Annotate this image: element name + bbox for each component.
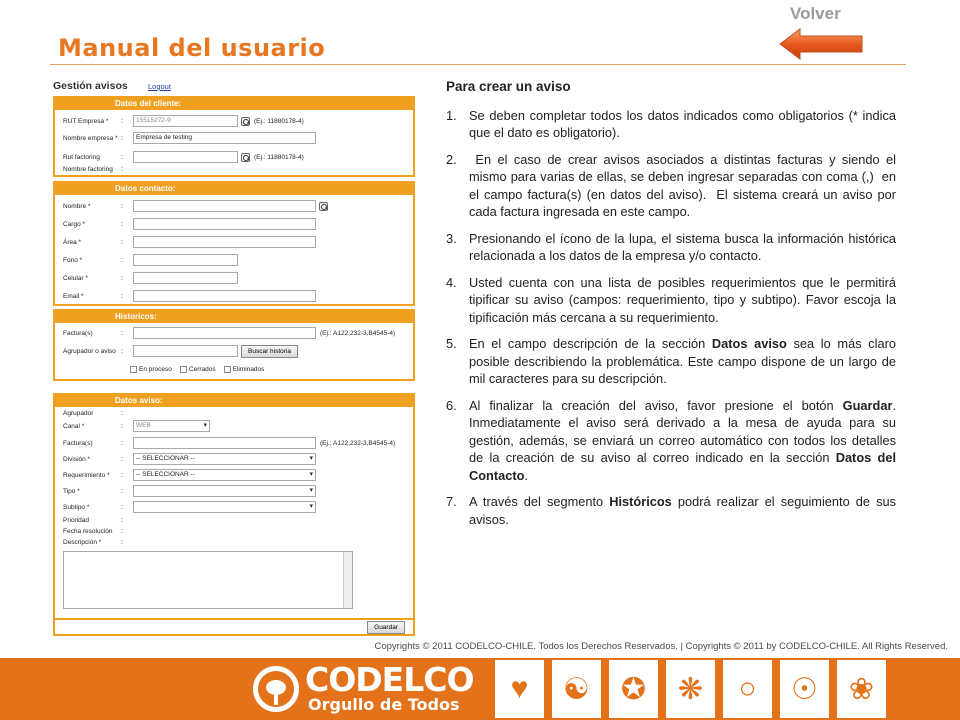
list-item <box>446 397 896 485</box>
section-cliente-header: Datos del cliente: <box>55 98 413 110</box>
section-aviso-header: Datos aviso: <box>55 395 413 407</box>
item-number: 3. <box>446 230 457 246</box>
item-text: Usted cuenta con una lista de posibles requerimientos que le permitirá tipificar su aviso (campos: requerimiento, tipo y subtipo). Favor escoja la tipificación más cercana a su requerimiento. <box>469 274 896 325</box>
agrupador-label: Agrupador o aviso <box>63 347 116 355</box>
subtipo-label: Subtipo * <box>63 503 90 511</box>
colon: : <box>121 503 123 511</box>
section-cliente <box>53 96 415 177</box>
fono-label: Fono * <box>63 256 83 264</box>
celular-input[interactable] <box>133 272 238 284</box>
section-aviso <box>53 393 415 636</box>
item-number: 2. <box>446 151 457 167</box>
section-historicos-header: Historicos: <box>55 311 413 323</box>
logout-link[interactable]: Logout <box>148 82 171 91</box>
lightbulb-hand-icon: ☉ <box>780 660 829 718</box>
agrupador-aviso-label: Agrupador <box>63 409 94 417</box>
list-item <box>446 335 896 388</box>
rut-input[interactable]: 15515272-9 <box>133 115 238 127</box>
header-divider <box>50 64 906 65</box>
form-title: Gestión avisos <box>53 80 128 92</box>
section-contacto-header: Datos contacto: <box>55 183 413 195</box>
search-icon[interactable] <box>241 153 250 162</box>
item-number: 7. <box>446 494 457 509</box>
colon: : <box>121 220 123 228</box>
tipo-select[interactable] <box>133 485 316 497</box>
checkbox-box[interactable] <box>224 366 231 373</box>
guardar-bar <box>53 618 415 636</box>
nombre-empresa-label: Nombre empresa * <box>63 134 118 142</box>
teamwork-hands-icon: ❋ <box>666 660 715 718</box>
colon: : <box>121 329 123 337</box>
text-run: A través del segmento <box>469 494 610 509</box>
colon: : <box>121 347 123 355</box>
fono-input[interactable] <box>133 254 238 266</box>
heart-hand-icon: ♥ <box>495 660 544 718</box>
text-run: . <box>524 467 529 483</box>
text-run: . Inmediatamente el aviso será derivado a la mesa de ayuda para su gestión, además, se enviará un correo automático con todos los detalles de la creación de su aviso al correo indicado en la sección <box>469 397 896 465</box>
checkbox-box[interactable] <box>130 366 137 373</box>
facturas-aviso-label: Factura(s) <box>63 439 93 447</box>
rut-factoring-hint: (Ej.: 11880178-4) <box>254 153 304 161</box>
eliminados-label: Eliminados <box>232 365 265 373</box>
prioridad-label: Prioridad <box>63 516 90 524</box>
facturas-aviso-input[interactable] <box>133 437 316 449</box>
search-icon[interactable] <box>319 202 328 211</box>
bold-term: Datos del Contacto <box>469 450 896 483</box>
medal-hand-icon: ✪ <box>609 660 658 718</box>
form-screenshot <box>53 73 417 636</box>
en-proceso-checkbox[interactable] <box>130 366 172 373</box>
facturas-hint: (Ej.: A122,232-3,B4545-4) <box>320 329 396 337</box>
colon: : <box>121 471 123 479</box>
item-text: Presionando el ícono de la lupa, el sistema busca la información histórica relacionada a los datos de la empresa y/o contacto. <box>469 230 896 263</box>
footer-icon-strip <box>495 660 886 718</box>
section-contacto <box>53 181 415 306</box>
subtipo-select[interactable] <box>133 501 316 513</box>
logo-slogan: Orgullo de Todos <box>308 695 460 714</box>
text-run: Al finalizar la creación del aviso, favor presione el botón <box>469 397 843 413</box>
colon: : <box>121 516 123 524</box>
area-input[interactable] <box>133 236 316 248</box>
facturas-aviso-hint: (Ej.: A122,232-3,B4545-4) <box>320 439 396 447</box>
colon: : <box>121 238 123 246</box>
descripcion-label: Descripción * <box>63 538 102 546</box>
division-label: División * <box>63 455 91 463</box>
item-number: 4. <box>446 274 457 290</box>
colon: : <box>121 134 123 142</box>
item-text <box>469 493 896 528</box>
instructions-heading: Para crear un aviso <box>446 79 571 94</box>
item-text: Se deben completar todos los datos indicados como obligatorios (* indica que el dato es obligatorio). <box>469 107 896 140</box>
tipo-label: Tipo * <box>63 487 80 495</box>
colon: : <box>121 422 123 430</box>
colon: : <box>121 538 123 546</box>
nombre-label: Nombre * <box>63 202 91 210</box>
item-text: En el caso de crear avisos asociados a distintas facturas y siendo el mismo para varias de ellas, se deben ingresar separadas con coma (,) en el campo factura(s) (en datos del aviso). El sistema creará un aviso por cada factura ingresada en este campo. <box>469 151 900 219</box>
nombre-empresa-input[interactable]: Empresa de testing <box>133 132 316 144</box>
ok-hand-icon: ○ <box>723 660 772 718</box>
instructions <box>446 78 900 537</box>
requerimiento-label: Requerimiento * <box>63 471 110 479</box>
item-text <box>469 335 896 388</box>
area-label: Área * <box>63 238 82 246</box>
colon: : <box>121 165 123 173</box>
item-text <box>469 397 896 485</box>
colon: : <box>121 439 123 447</box>
item-number: 6. <box>446 397 457 413</box>
facturas-input[interactable] <box>133 327 316 339</box>
canal-label: Canal * <box>63 422 85 430</box>
facturas-label: Factura(s) <box>63 329 93 337</box>
text-run: sea lo más claro posible describiendo la problemática. Este campo dispone de un largo de mil caracteres para su descripción. <box>469 336 896 386</box>
handshake-icon: ☯ <box>552 660 601 718</box>
colon: : <box>121 292 123 300</box>
list-item <box>446 274 896 327</box>
page-title: Manual del usuario <box>58 34 326 62</box>
requerimiento-select[interactable]: -- SELECCIONAR -- ▾ <box>133 469 316 481</box>
fecha-resolucion-label: Fecha resolución <box>63 527 113 535</box>
colon: : <box>121 487 123 495</box>
list-item <box>446 107 896 142</box>
text-run: podrá realizar el seguimiento de sus avisos. <box>469 494 896 527</box>
colon: : <box>121 409 123 417</box>
colon: : <box>121 274 123 282</box>
bold-term: Guardar <box>842 397 893 413</box>
rut-factoring-label: Rut factoring <box>63 153 100 161</box>
guardar-button[interactable]: Guardar <box>367 621 405 634</box>
en-proceso-label: En proceso <box>139 365 172 373</box>
logo-name: CODELCO <box>305 660 474 699</box>
canal-select[interactable]: WEB ▾ <box>133 420 210 432</box>
colon: : <box>121 256 123 264</box>
cerrados-label: Cerrados <box>188 365 216 373</box>
nombre-input[interactable] <box>133 200 316 212</box>
descripcion-textarea[interactable] <box>63 551 353 609</box>
cargo-input[interactable] <box>133 218 316 230</box>
agrupador-input[interactable] <box>133 345 238 357</box>
colon: : <box>121 202 123 210</box>
cargo-label: Cargo * <box>63 220 86 228</box>
celular-label: Celular * <box>63 274 88 282</box>
rut-hint: (Ej.: 11880178-4) <box>254 117 304 125</box>
colon: : <box>121 117 123 125</box>
rut-label: RUT Empresa * <box>63 117 109 125</box>
email-label: Email * <box>63 292 84 300</box>
item-number: 5. <box>446 336 457 351</box>
item-number: 1. <box>446 107 457 123</box>
search-icon[interactable] <box>241 117 250 126</box>
volver-label[interactable]: Volver <box>790 4 841 23</box>
list-item <box>446 151 900 221</box>
nombre-factoring-label: Nombre factoring <box>63 165 113 173</box>
buscar-historia-button[interactable]: Buscar historia <box>241 345 298 358</box>
leaf-hand-icon: ❀ <box>837 660 886 718</box>
copyright: Copyrights © 2011 CODELCO-CHILE. Todos los Derechos Reservados. | Copyrights © 2011 by CODELCO-CHILE. All Rights Reserved. <box>374 641 948 652</box>
colon: : <box>121 153 123 161</box>
codelco-logo-icon <box>253 666 299 712</box>
colon: : <box>121 455 123 463</box>
bold-term: Históricos <box>609 494 672 509</box>
division-select[interactable]: -- SELECCIONAR -- ▾ <box>133 453 316 465</box>
bold-term: Datos aviso <box>711 336 787 351</box>
eliminados-checkbox[interactable] <box>224 366 265 373</box>
section-historicos <box>53 309 415 381</box>
colon: : <box>121 527 123 535</box>
back-arrow-icon[interactable] <box>778 27 864 61</box>
rut-factoring-input[interactable] <box>133 151 238 163</box>
list-item <box>446 230 896 265</box>
text-run: En el campo descripción de la sección <box>469 336 712 351</box>
checkbox-box[interactable] <box>180 366 187 373</box>
email-input[interactable] <box>133 290 316 302</box>
list-item <box>446 493 896 528</box>
cerrados-checkbox[interactable] <box>180 366 216 373</box>
